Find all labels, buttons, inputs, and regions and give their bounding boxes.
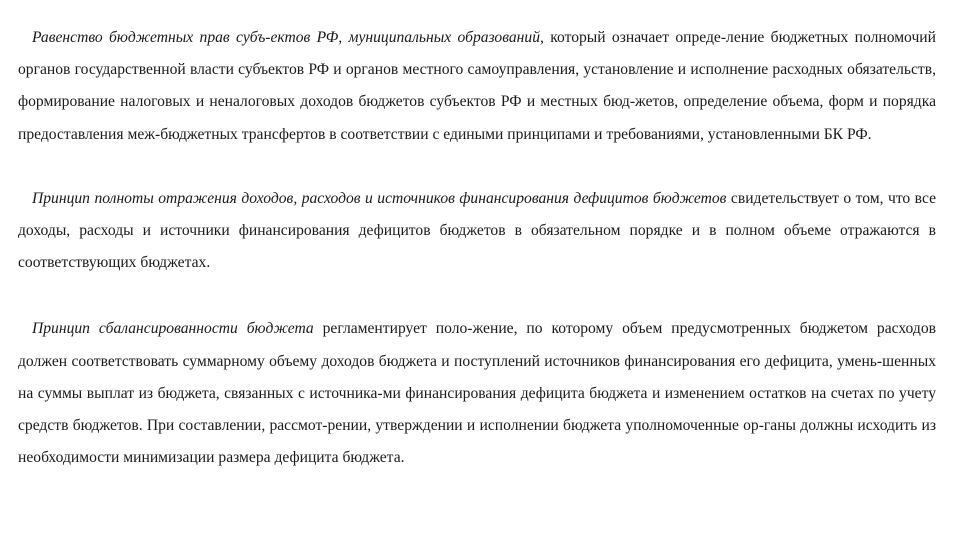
paragraph-equality-principle — [18, 22, 936, 151]
principle-description: свидетельствует о том, что все доходы, расходы и источники финансирования дефицитов бюджетов в обязательном порядке и в полном объеме отражаются в соответствующих бюджетах. — [18, 189, 936, 272]
principle-term: Равенство бюджетных прав субъ-ектов РФ, муниципальных образований, — [32, 29, 544, 46]
paragraph-balance-principle — [18, 313, 936, 474]
principle-description: который означает опреде-ление бюджетных полномочий органов государственной власти субъектов РФ и органов местного самоуправления, установление и исполнение расходных обязательств, формирование налоговых и неналоговых доходов бюджетов субъектов РФ и местных бюд-жетов, определение объема, форм и порядка предоставления меж-бюджетных трансфертов в соответствии с едиными принципами и требованиями, установленными БК РФ. — [18, 29, 936, 143]
principle-term: Принцип полноты отражения доходов, расходов и источников финансирования дефицитов бюджетов — [32, 189, 727, 207]
principle-term: Принцип сбалансированности бюджета — [32, 320, 314, 338]
principle-description: регламентирует поло-жение, по которому объем предусмотренных бюджетом расходов должен соответствовать суммарному объему доходов бюджета и поступлений источников финансирования его дефицита, умень-шенных на суммы выплат из бюджета, связанных с источника-ми финансирования дефицита бюджета и изменением остатков на счетах по учету средств бюджетов. При составлении, рассмот-рении, утверждении и исполнении бюджета уполномоченные ор-ганы должны исходить из необходимости минимизации размера дефицита бюджета. — [18, 320, 936, 467]
paragraph-completeness-principle — [18, 183, 936, 280]
